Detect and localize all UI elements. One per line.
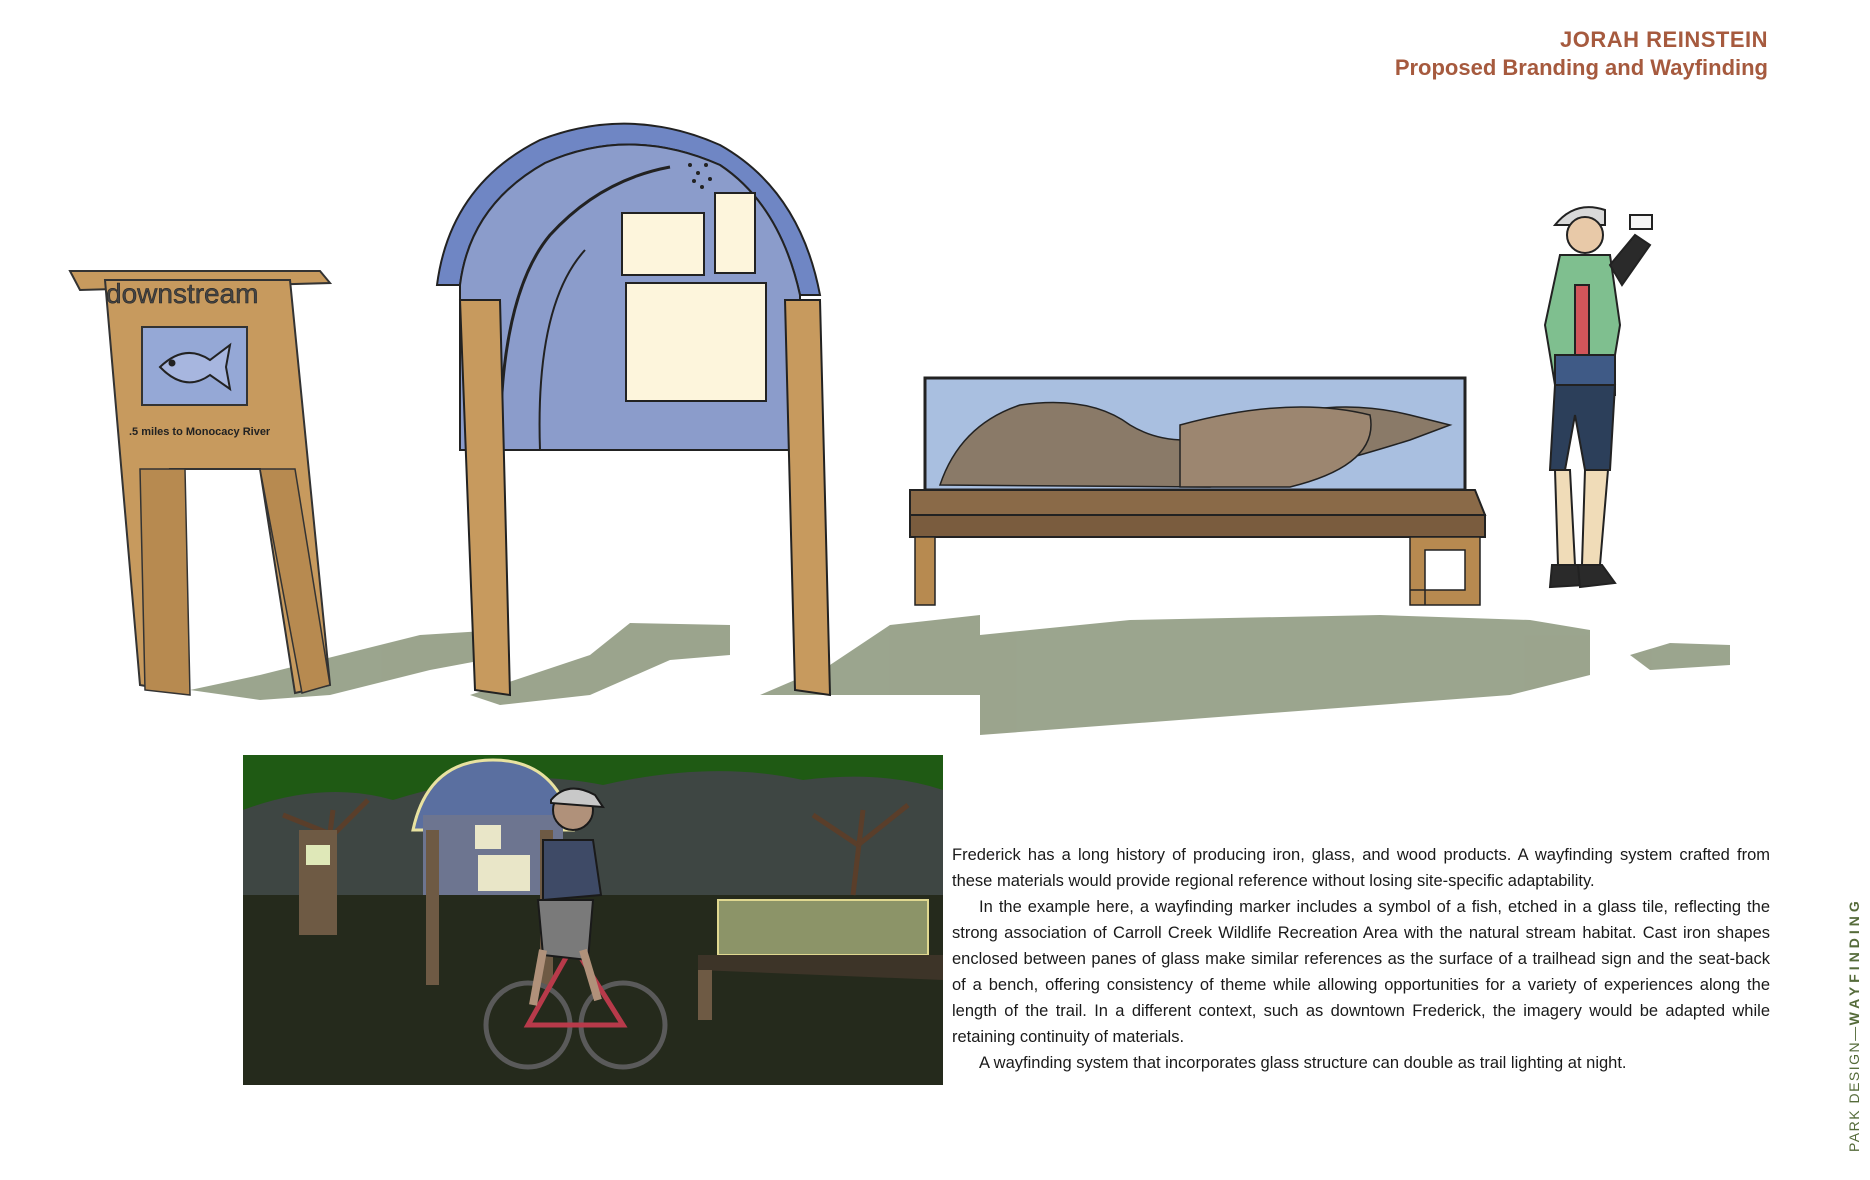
paragraph-2: In the example here, a wayfinding marker includes a symbol of a fish, etched in a glass tile, reflecting the strong association of Carroll Creek Wildlife Recreation Area with the natural stream habitat. Cast iron shapes enclosed between panes of glass make similar references as the surface of a trailhead sign and the seat-back of a bench, offering consistency of theme while allowing opportunities for a variety of experiences along the length of the trail. In a different context, such as downtown Frederick, the imagery would be adapted while retaining continuity of materials. (952, 898, 1770, 1046)
night-lighting-illustration (243, 755, 943, 1085)
section-label: PARK DESIGN (1846, 1040, 1862, 1152)
trail-marker (70, 271, 330, 695)
topic-label: WAYFINDING (1846, 897, 1862, 1026)
marker-distance: .5 miles to Monocacy River (129, 426, 271, 438)
author-name: JORAH REINSTEIN (1560, 27, 1768, 52)
paragraph-1: Frederick has a long history of producing iron, glass, and wood products. A wayfinding system crafted from these materials would provide regional reference without losing site-specific adaptability. (952, 846, 1770, 890)
marker-word: downstream (106, 278, 259, 309)
body-text (952, 842, 1770, 1076)
cyclist-figure (1545, 207, 1652, 587)
side-label (1846, 897, 1862, 1152)
paragraph-3: A wayfinding system that incorporates glass structure can double as trail lighting at night. (979, 1054, 1627, 1072)
ground-shadows (190, 615, 1730, 735)
glass-bench (910, 378, 1485, 605)
section-separator: — (1846, 1025, 1862, 1041)
page-header (1395, 26, 1768, 82)
page-subtitle: Proposed Branding and Wayfinding (1394, 55, 1768, 80)
night-marker (299, 830, 337, 935)
wayfinding-elements-illustration (30, 95, 1820, 735)
trailhead-sign (437, 124, 830, 695)
